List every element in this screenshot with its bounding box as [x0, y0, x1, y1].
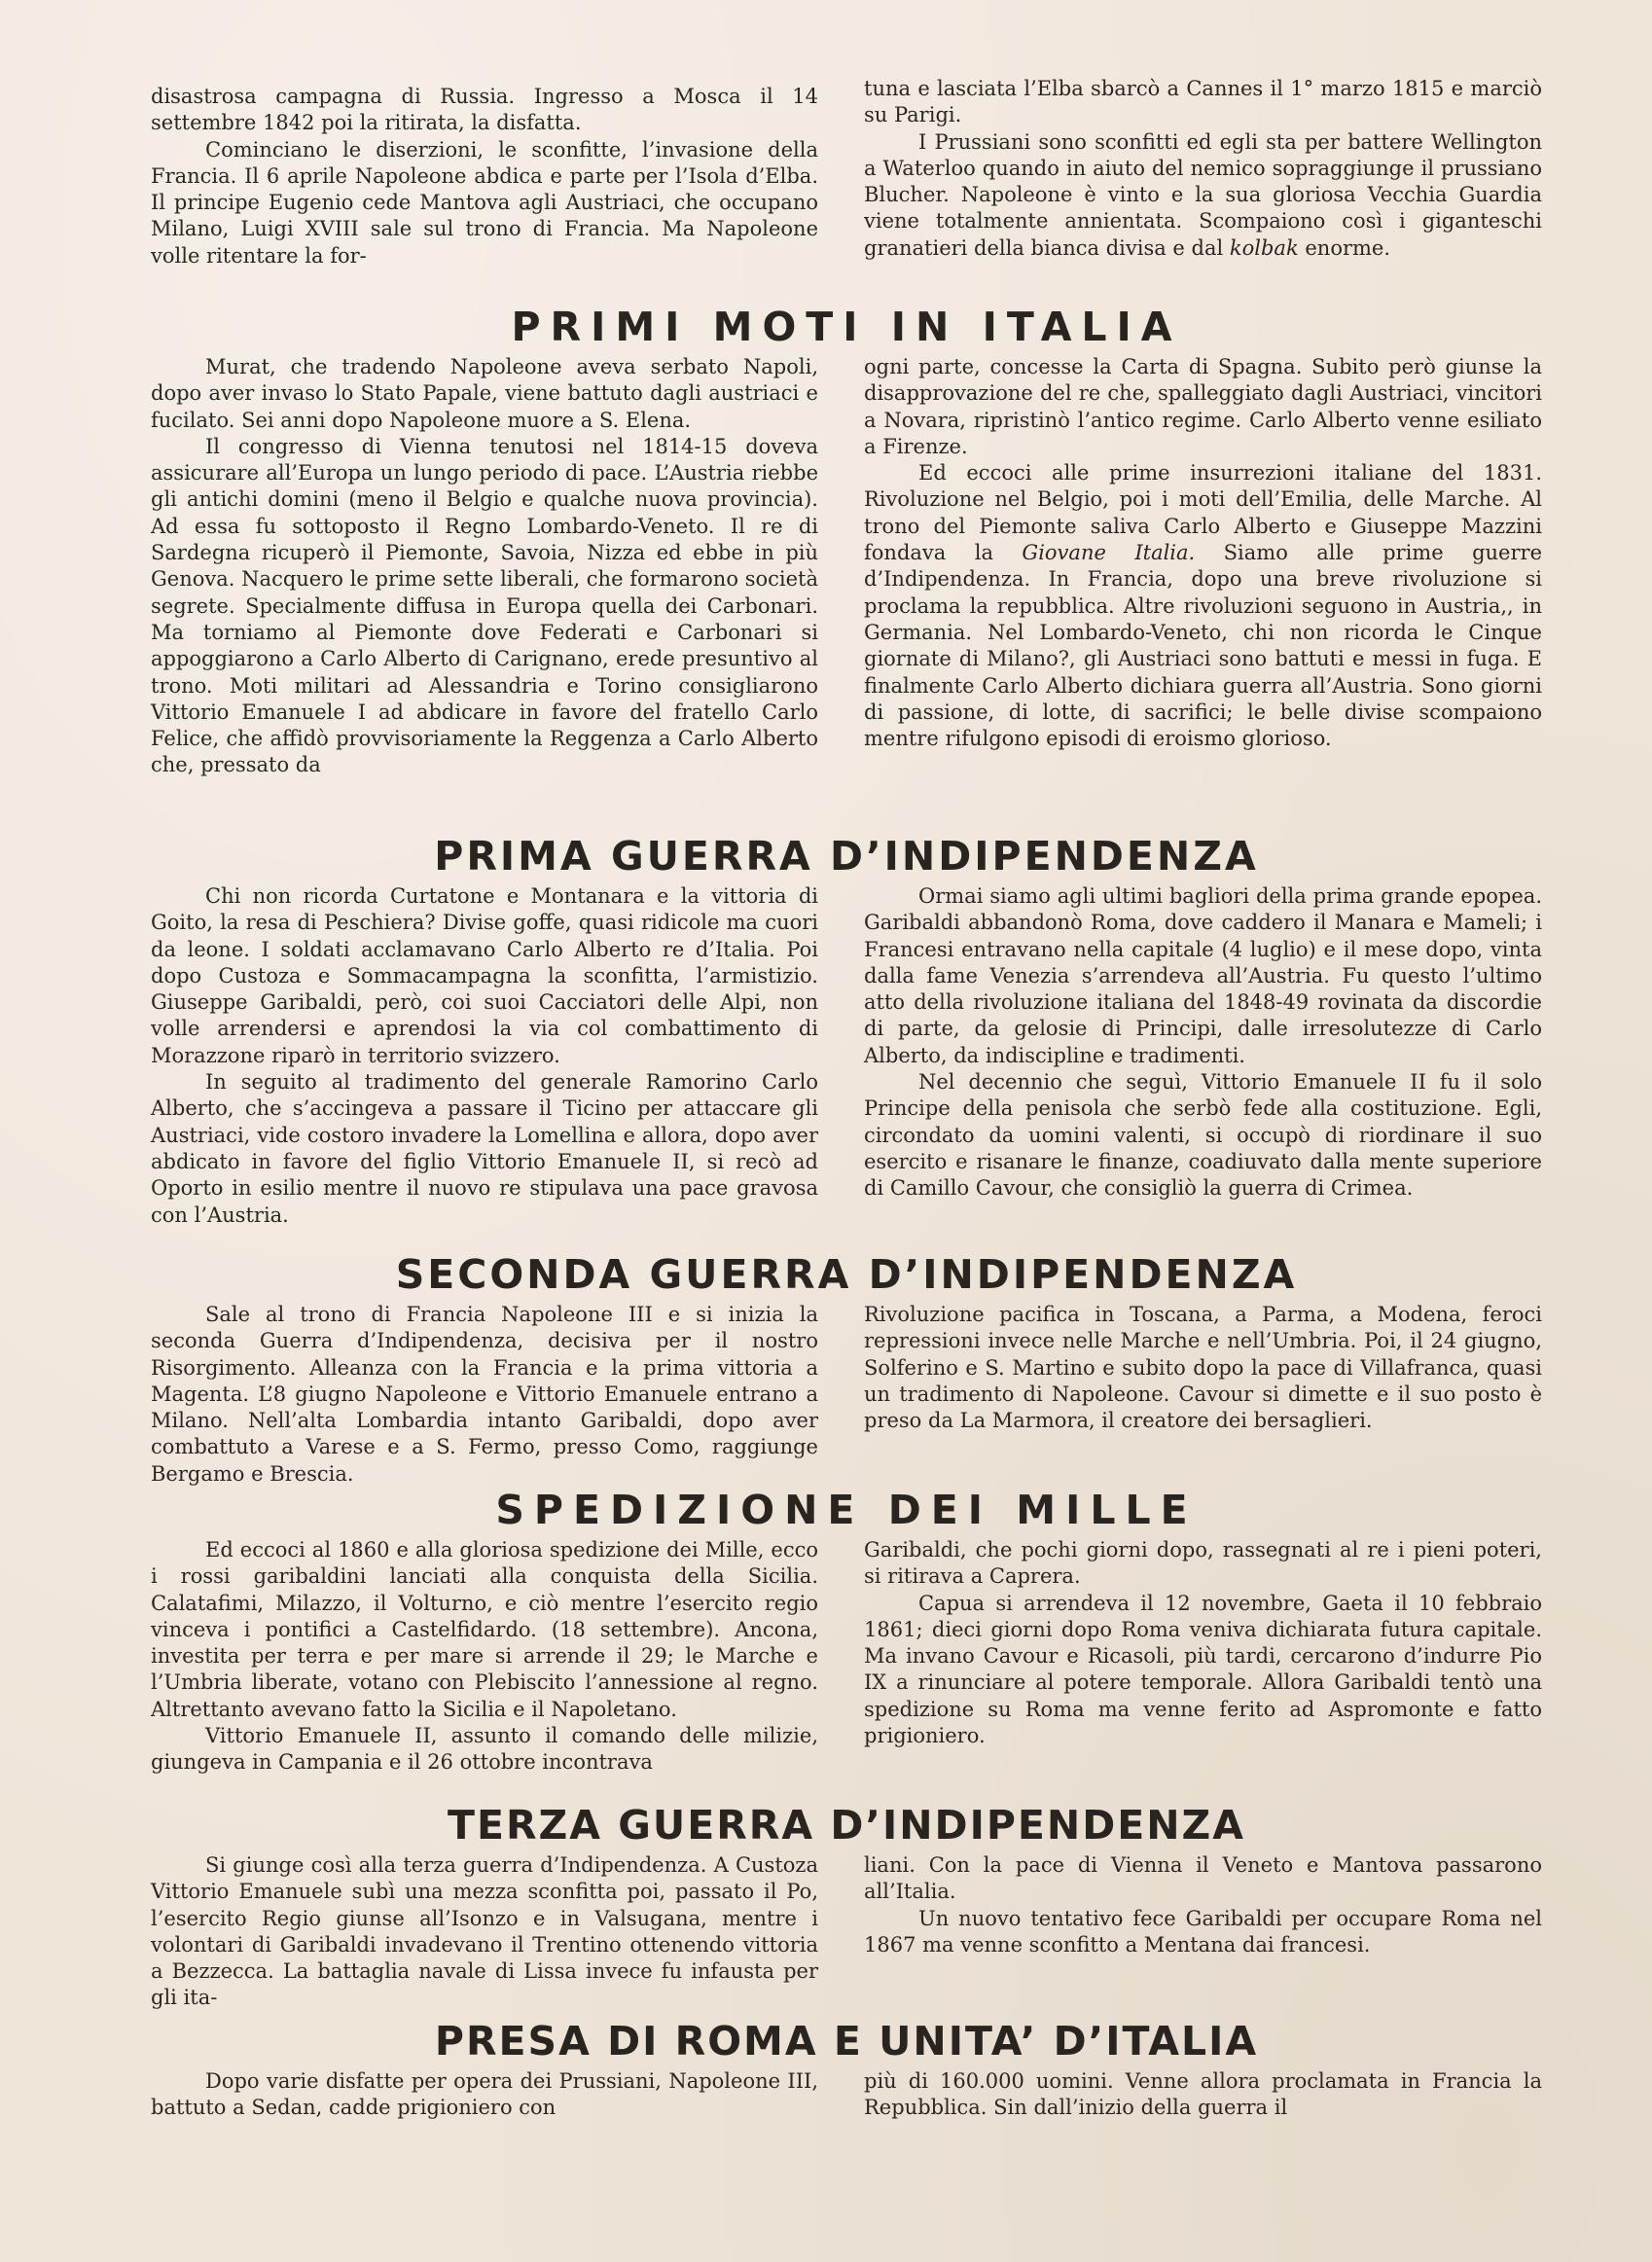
primi-moti-right-column [864, 354, 1542, 752]
text-run: enorme. [1305, 235, 1391, 260]
paragraph: Si giunge così alla terza guerra d’Indipendenza. A Custoza Vittorio Emanuele subì una mezza sconfitta poi, passato il Po, l’esercito Regio giunse all’Isonzo e in Valsugana, mentre i volontari di Garibaldi invadevano il Trentino ottenendo vittoria a Bezzecca. La battaglia navale di Lissa invece fu infausta per gli ita- [151, 1853, 818, 2010]
italic-term: kolbak [1229, 235, 1299, 260]
paragraph: Sale al trono di Francia Napoleone III e si inizia la seconda Guerra d’Indipendenza, decisiva per il nostro Risorgimento. Alleanza con la Francia e la prima vittoria a Magenta. L’8 giugno Napoleone e Vittorio Emanuele entrano a Milano. Nell’alta Lombardia intanto Garibaldi, dopo aver combattuto a Varese e a S. Fermo, presso Como, raggiunge Bergamo e Brescia. [151, 1303, 818, 1486]
prima-guerra-left-column [151, 883, 818, 1229]
paragraph [864, 460, 1542, 752]
text-run: Ed eccoci alle prime insurrezioni italiane del 1831. Rivoluzione nel Belgio, poi i moti dell’Emilia, delle Marche. Al trono del Piemonte saliva Carlo Alberto e Giuseppe Mazzini fondava la [864, 461, 1542, 565]
paragraph: Il congresso di Vienna tenutosi nel 1814-15 doveva assicurare all’Europa un lungo periodo di pace. L’Austria riebbe gli antichi domini (meno il Belgio e qualche nuova provincia). Ad essa fu sottoposto il Regno Lombardo-Veneto. Il re di Sardegna ricuperò il Piemonte, Savoia, Nizza ed ebbe in più Genova. Nacquero le prime sette liberali, che formarono società segrete. Specialmente diffusa in Europa quella dei Carbonari. Ma torniamo al Piemonte dove Federati e Carbonari si appoggiarono a Carlo Alberto di Carignano, erede presuntivo al trono. Moti militari ad Alessandria e Torino consigliarono Vittorio Emanuele I ad abdicare in favore del fratello Carlo Felice, che affidò provvisoriamente la Reggenza a Carlo Alberto che, pressato da [151, 434, 818, 777]
prima-guerra-right-column [864, 883, 1542, 1203]
terza-guerra-left-column [151, 1852, 818, 2012]
text-run: Siamo alle prime guerre d’Indipendenza. In Francia, dopo una breve rivoluzione si proclama la repubblica. Altre rivoluzioni seguono in Austria,, in Germania. Nel Lombardo-Veneto, chi non ricorda le Cinque giornate di Milano?, gli Austriaci sono battuti e messi in fuga. E finalmente Carlo Alberto dichiara guerra all’Austria. Sono giorni di passione, di lotte, di sacrifici; le belle divise scompaiono mentre rifulgono episodi di eroismo glorioso. [864, 541, 1542, 751]
paragraph: In seguito al tradimento del generale Ramorino Carlo Alberto, che s’accingeva a passare il Ticino per attaccare gli Austriaci, vide costoro invadere la Lomellina e allora, dopo aver abdicato in favore del figlio Vittorio Emanuele II, si recò ad Oporto in esilio mentre il nuovo re stipulava una pace gravosa con l’Austria. [151, 1070, 818, 1227]
seconda-guerra-right-column [864, 1302, 1542, 1434]
paragraph: Ormai siamo agli ultimi bagliori della prima grande epopea. Garibaldi abbandonò Roma, dove caddero il Manara e Mameli; i Francesi entravano nella capitale (4 luglio) e il mese dopo, vinta dalla fame Venezia s’arrendeva all’Austria. Fu questo l’ultimo atto della rivoluzione italiana del 1848-49 rovinata da discordie di parte, da gelosie di Principi, dalle irresolutezze di Carlo Alberto, da indiscipline e tradimenti. [864, 884, 1542, 1067]
paragraph: Garibaldi, che pochi giorni dopo, rassegnati al re i pieni poteri, si ritirava a Caprera. [864, 1538, 1542, 1589]
section-heading-seconda-guerra: SECONDA GUERRA D’INDIPENDENZA [395, 1251, 1298, 1298]
paragraph: Capua si arrendeva il 12 novembre, Gaeta il 10 febbraio 1861; dieci giorni dopo Roma veniva dichiarata futura capitale. Ma invano Cavour e Ricasoli, più tardi, cercarono d’indurre Pio IX a rinunciare al potere temporale. Allora Garibaldi tentò una spedizione su Roma ma venne ferito ad Aspromonte e fatto prigioniero. [864, 1591, 1542, 1748]
text-run: I Prussiani sono sconfitti ed egli sta per battere Wellington a Waterloo quando in aiuto del nemico sopraggiunge il prussiano Blucher. Napoleone è vinto e la sua gloriosa Vecchia Guardia viene totalmente annientata. Scompaiono così i giganteschi granatieri della bianca divisa e dal [864, 129, 1542, 260]
primi-moti-left-column [151, 354, 818, 779]
paragraph: più di 160.000 uomini. Venne allora proclamata in Francia la Repubblica. Sin dall’inizio della guerra il [864, 2069, 1542, 2120]
italic-term: Giovane Italia. [1022, 541, 1196, 565]
paragraph: Vittorio Emanuele II, assunto il comando delle milizie, giungeva in Campania e il 26 ottobre incontrava [151, 1724, 818, 1775]
paragraph: Un nuovo tentativo fece Garibaldi per occupare Roma nel 1867 ma venne sconfitto a Mentana dai francesi. [864, 1906, 1542, 1957]
section-heading-primi-moti: PRIMI MOTI IN ITALIA [511, 304, 1182, 350]
section-heading-presa-roma: PRESA DI ROMA E UNITA’ D’ITALIA [434, 2018, 1259, 2065]
intro-left-column [151, 84, 818, 269]
section-heading-prima-guerra: PRIMA GUERRA D’INDIPENDENZA [434, 833, 1259, 880]
terza-guerra-right-column [864, 1852, 1542, 1958]
spedizione-right-column [864, 1537, 1542, 1749]
section-heading-spedizione: SPEDIZIONE DEI MILLE [495, 1487, 1198, 1533]
paragraph: tuna e lasciata l’Elba sbarcò a Cannes il 1° marzo 1815 e marciò su Parigi. [864, 77, 1542, 127]
paragraph: Cominciano le diserzioni, le sconfitte, l’invasione della Francia. Il 6 aprile Napoleone abdica e parte per l’Isola d’Elba. Il principe Eugenio cede Mantova agli Austriaci, che occupano Milano, Luigi XVIII sale sul trono di Francia. Ma Napoleone volle ritentare la for- [151, 137, 818, 268]
paragraph: Rivoluzione pacifica in Toscana, a Parma, a Modena, feroci repressioni invece nelle Marche e nell’Umbria. Poi, il 24 giugno, Solferino e S. Martino e subito dopo la pace di Villafranca, quasi un tradimento di Napoleone. Cavour si dimette e il suo posto è preso da La Marmora, il creatore dei bersaglieri. [864, 1303, 1542, 1433]
paragraph [864, 129, 1542, 262]
paragraph: Nel decennio che seguì, Vittorio Emanuele II fu il solo Principe della penisola che serbò fede alla costituzione. Egli, circondato da uomini valenti, si occupò di riordinare il suo esercito e risanare le finanze, coadiuvato dalla mente superiore di Camillo Cavour, che consigliò la guerra di Crimea. [864, 1070, 1542, 1201]
paragraph: Dopo varie disfatte per opera dei Prussiani, Napoleone III, battuto a Sedan, cadde prigioniero con [151, 2069, 818, 2120]
paragraph: Murat, che tradendo Napoleone aveva serbato Napoli, dopo aver invaso lo Stato Papale, viene battuto dagli austriaci e fucilato. Sei anni dopo Napoleone muore a S. Elena. [151, 355, 818, 432]
presa-roma-left-column [151, 2068, 818, 2122]
paragraph: Ed eccoci al 1860 e alla gloriosa spedizione dei Mille, ecco i rossi garibaldini lanciati alla conquista della Sicilia. Calatafimi, Milazzo, il Volturno, e ciò mentre l’esercito regio vinceva i pontifici a Castelfidardo. (18 settembre). Ancona, investita per terra e per mare si arrende il 29; le Marche e l’Umbria liberate, votano con Plebiscito l’annessione al regno. Altrettanto avevano fatto la Sicilia e il Napoletano. [151, 1538, 818, 1721]
paragraph: ogni parte, concesse la Carta di Spagna. Subito però giunse la disapprovazione del re che, spalleggiato dagli Austriaci, vincitori a Novara, ripristinò l’antico regime. Carlo Alberto venne esiliato a Firenze. [864, 355, 1542, 458]
paragraph: disastrosa campagna di Russia. Ingresso a Mosca il 14 settembre 1842 poi la ritirata, la disfatta. [151, 85, 818, 135]
paragraph: Chi non ricorda Curtatone e Montanara e la vittoria di Goito, la resa di Peschiera? Divise goffe, quasi ridicole ma cuori da leone. I soldati acclamavano Carlo Alberto re d’Italia. Poi dopo Custoza e Sommacampagna la sconfitta, l’armistizio. Giuseppe Garibaldi, però, coi suoi Cacciatori delle Alpi, non volle arrendersi e aprendosi la via col combattimento di Morazzone riparò in territorio svizzero. [151, 884, 818, 1067]
intro-right-column [864, 76, 1542, 262]
paragraph: liani. Con la pace di Vienna il Veneto e Mantova passarono all’Italia. [864, 1853, 1542, 1904]
spedizione-left-column [151, 1537, 818, 1777]
presa-roma-right-column [864, 2068, 1542, 2122]
section-heading-terza-guerra: TERZA GUERRA D’INDIPENDENZA [447, 1802, 1246, 1849]
seconda-guerra-left-column [151, 1302, 818, 1488]
